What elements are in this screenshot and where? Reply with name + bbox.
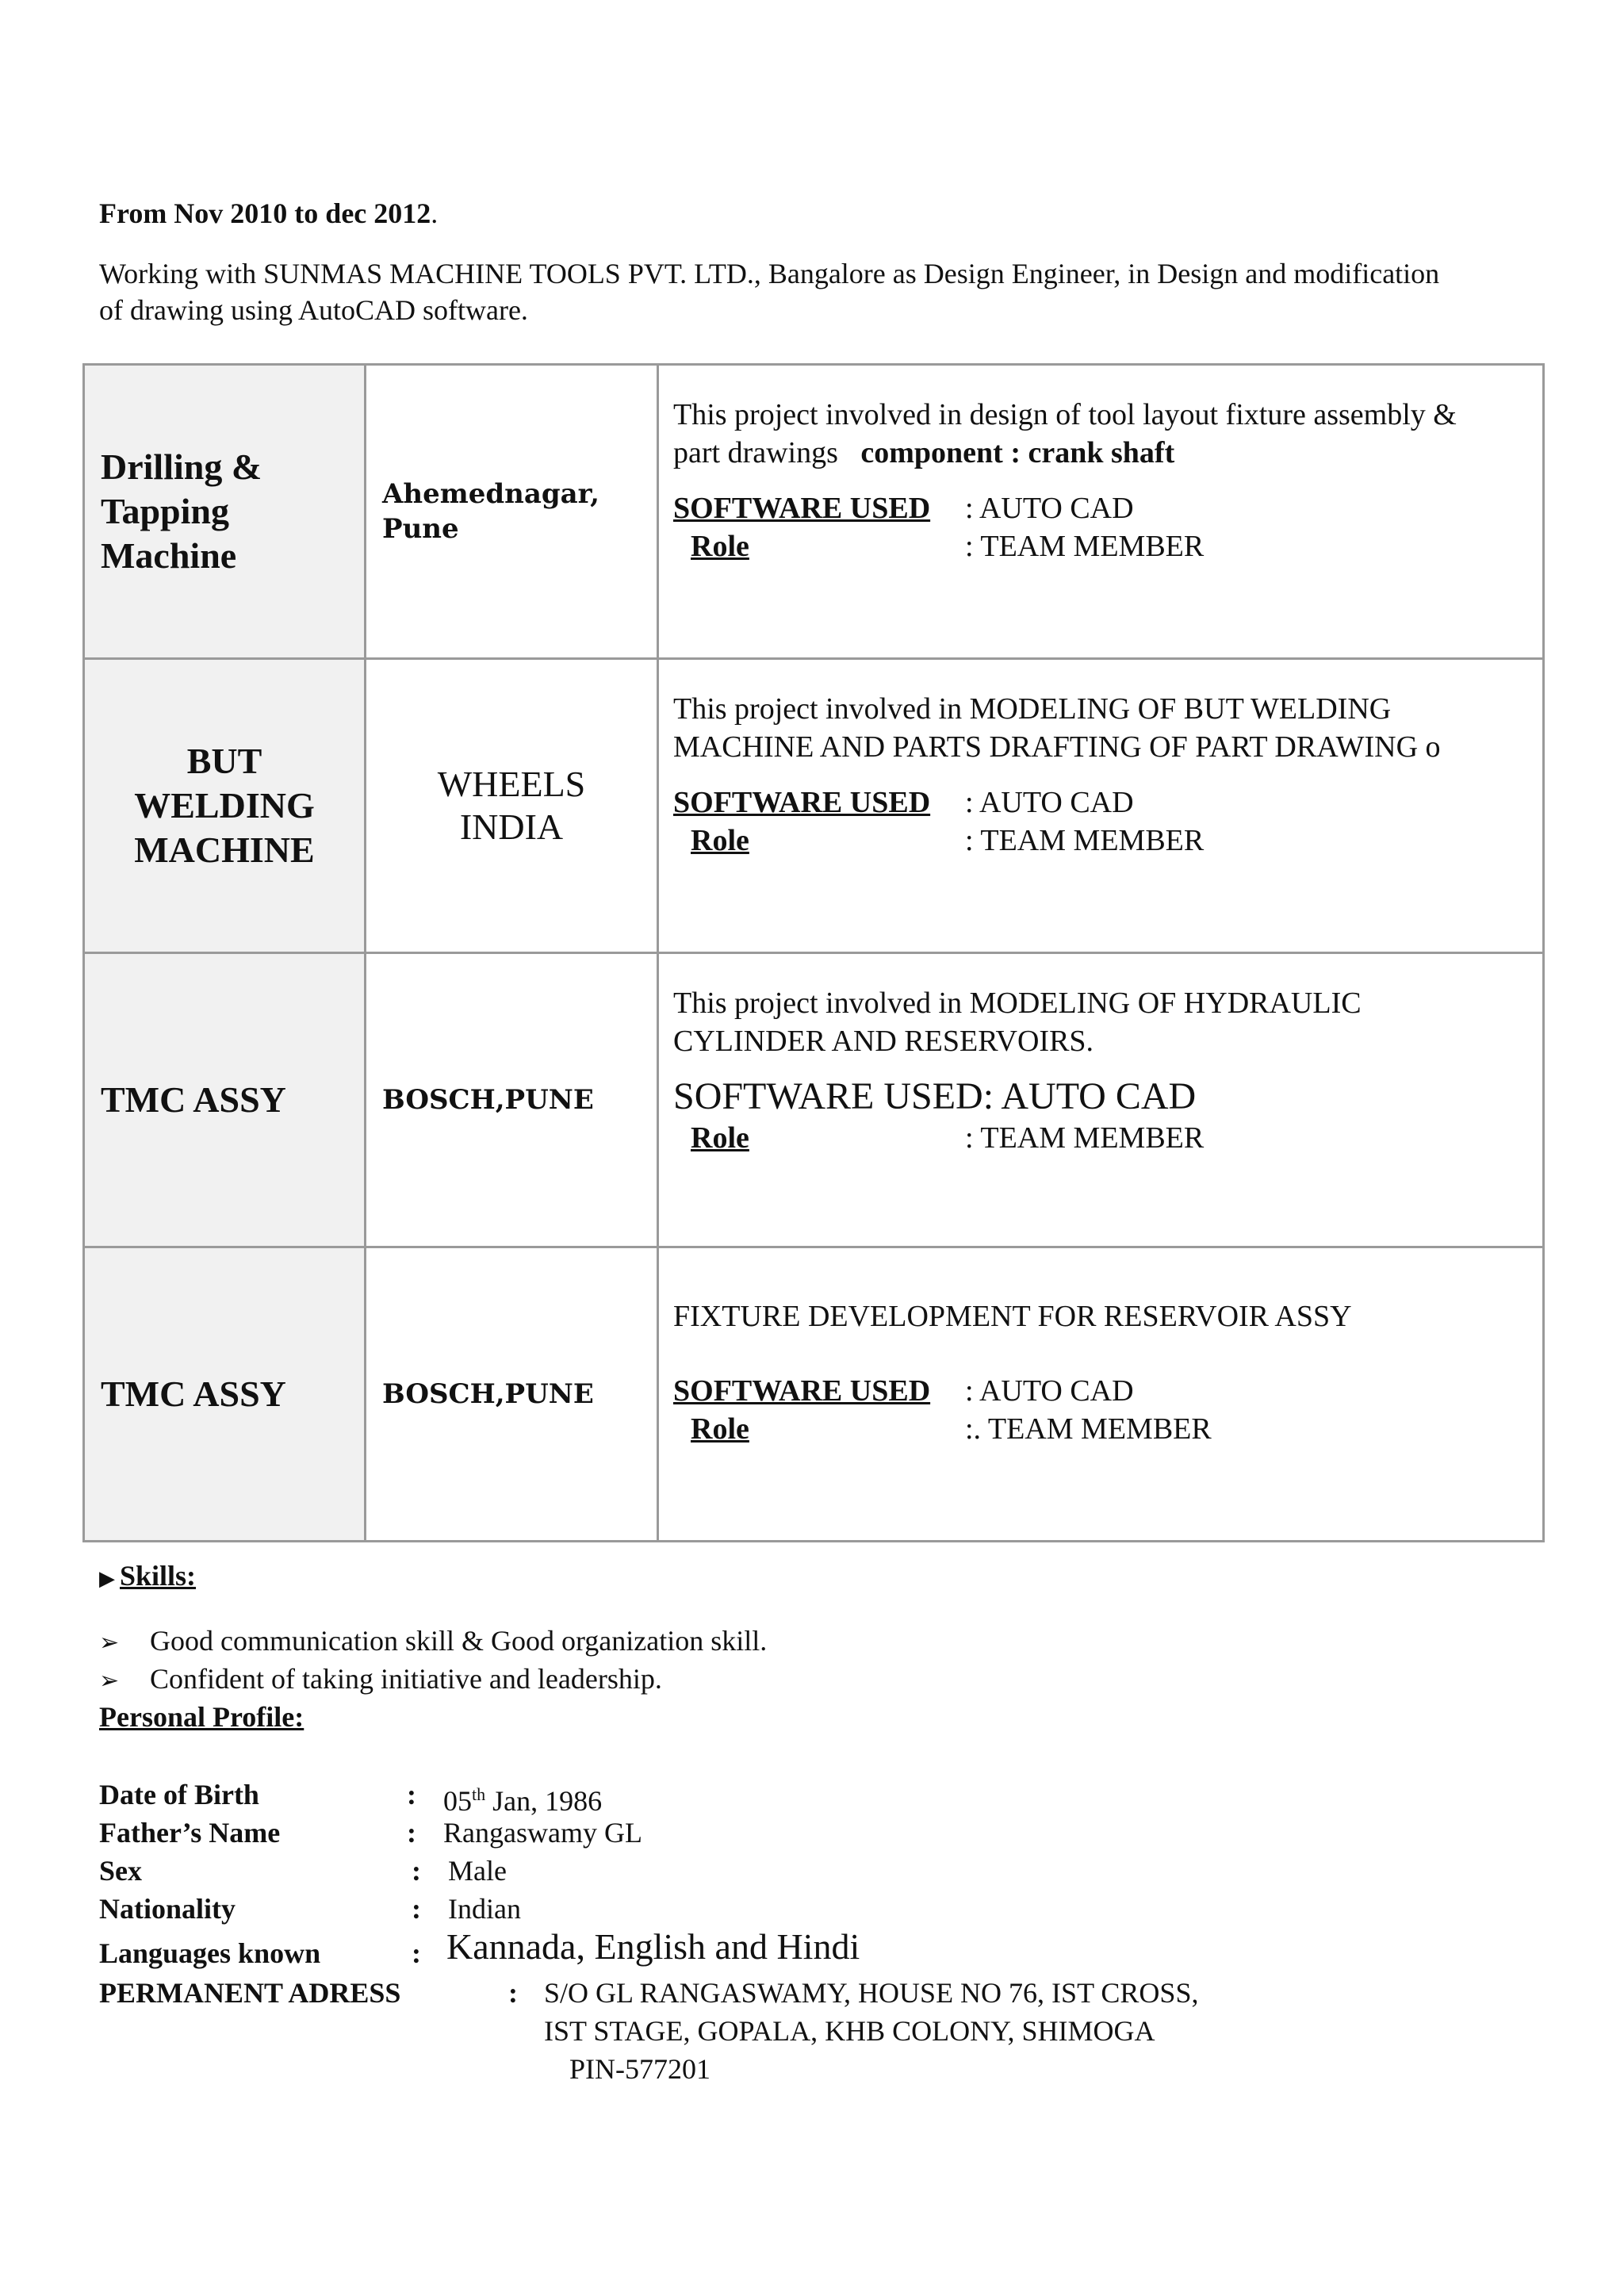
project-name: TMC ASSY (101, 1374, 286, 1414)
project-name: Drilling & Tapping Machine (101, 446, 262, 576)
project-name-cell (84, 953, 366, 1247)
project-name-cell (84, 1247, 366, 1542)
project-description: FIXTURE DEVELOPMENT FOR RESERVOIR ASSY (673, 1300, 1352, 1333)
role: Role : TEAM MEMBER (691, 530, 1205, 563)
software-used: SOFTWARE USED : AUTO CAD (673, 492, 1134, 525)
address-line: PIN-577201 (569, 2053, 710, 2085)
project-client-cell (366, 659, 658, 953)
project-name-cell (84, 659, 366, 953)
triangle-right-icon: ▶ (99, 1567, 115, 1590)
project-description: This project involved in design of tool layout fixture assembly & part drawings component : crank shaft (673, 398, 1457, 469)
software-used: SOFTWARE USED : AUTO CAD (673, 786, 1134, 819)
project-client: Ahemednagar, Pune (382, 478, 599, 545)
project-row (84, 953, 1544, 1247)
role: Role : TEAM MEMBER (691, 1121, 1205, 1155)
project-row (84, 365, 1544, 659)
project-client-cell (366, 953, 658, 1247)
software-used: SOFTWARE USED : AUTO CAD (673, 1374, 1134, 1408)
project-client-cell (366, 1247, 658, 1542)
software-used: SOFTWARE USED: AUTO CAD (673, 1075, 1197, 1117)
skill-item: ➢ Good communication skill & Good organization skill. (99, 1623, 767, 1661)
arrow-bullet-icon: ➢ (99, 1667, 120, 1695)
project-description-cell (658, 953, 1544, 1247)
projects-table (82, 363, 1545, 1542)
project-name: TMC ASSY (101, 1079, 286, 1120)
project-description: This project involved in MODELING OF HYDRAULIC CYLINDER AND RESERVOIRS. (673, 987, 1362, 1058)
skills-heading: ▶ Skills: (99, 1560, 197, 1592)
project-row (84, 1247, 1544, 1542)
project-description-cell (658, 659, 1544, 953)
project-name: BUT WELDING MACHINE (134, 741, 315, 870)
arrow-bullet-icon: ➢ (99, 1629, 120, 1657)
personal-profile-heading: Personal Profile: (99, 1701, 304, 1733)
role: Role :. TEAM MEMBER (691, 1412, 1212, 1446)
skill-item: ➢ Confident of taking initiative and leadership. (99, 1661, 662, 1699)
project-client-cell (366, 365, 658, 659)
address-line: IST STAGE, GOPALA, KHB COLONY, SHIMOGA (544, 2015, 1155, 2047)
experience-intro: Working with SUNMAS MACHINE TOOLS PVT. LTD., Bangalore as Design Engineer, in Design and modification of drawing using AutoCAD software. (99, 258, 1440, 326)
experience-period: From Nov 2010 to dec 2012. (99, 197, 439, 229)
role: Role : TEAM MEMBER (691, 824, 1205, 857)
project-client: WHEELS INDIA (437, 764, 586, 847)
project-client: BOSCH,PUNE (382, 1378, 594, 1410)
project-description-cell (658, 365, 1544, 659)
project-client: BOSCH,PUNE (382, 1084, 594, 1116)
project-description: This project involved in MODELING OF BUT WELDING MACHINE AND PARTS DRAFTING OF PART DRAWING o (673, 692, 1441, 764)
project-name-cell (84, 365, 366, 659)
project-description-cell (658, 1247, 1544, 1542)
resume-page: From Nov 2010 to dec 2012. Working with SUNMAS MACHINE TOOLS PVT. LTD., Bangalore as Design Engineer, in Design and modification of drawing using AutoCAD software. Drilling & Tapping Machine Ahemednagar, Pune This project involved in design of tool layout fixture assembly & part drawings component : crank shaft SOFTWARE USED : AUTO CAD Role : TEAM MEMBER BUT WELDING MACHINE WHEELS INDIA This project involved in MODELING OF BUT WELDING MACHINE AND PARTS DRAFTING OF PART DRAWING o SOFTWARE USED : AUTO CAD Role : TEAM MEMBER TMC ASSY BOSCH,PUNE This project involved in MODELING OF HYDRAULIC CYLINDER AND RESERVOIRS. SOFTWARE USED: AUTO CAD Role : TEAM MEMBER TMC ASSY BOSCH,PUNE FIXTURE DEVELOPMENT FOR RESERVOIR ASSY SOFTWARE USED : AUTO CAD Role :. TEAM MEMBER ▶ Skills: ➢ Good communication skill & Good organization skill. ➢ Confident of taking initiative and leadership. Personal Profile: Date of Birth : 05th Jan, 1986 Father’s Name : Rangaswamy GL Sex : Male Nationality : Indian Languages known : Kannada, English and Hindi PERMANENT ADRESS : S/O GL RANGASWAMY, HOUSE NO 76, IST CROSS, IST STAGE, GOPALA, KHB COLONY, SHIMOGA PIN-577201 (0, 0, 1624, 2295)
project-row (84, 659, 1544, 953)
address-line: S/O GL RANGASWAMY, HOUSE NO 76, IST CROSS, (544, 1977, 1199, 2009)
